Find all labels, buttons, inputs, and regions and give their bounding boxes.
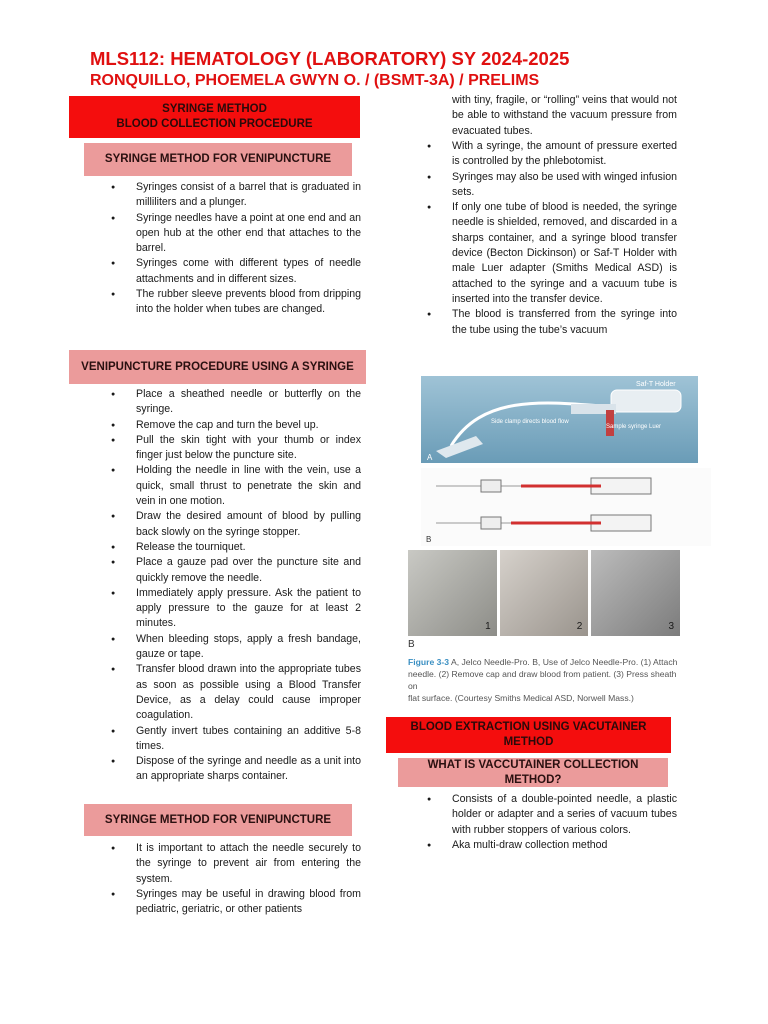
- main-heading-line-2: BLOOD COLLECTION PROCEDURE: [116, 118, 313, 130]
- list-item: ● Transfer blood drawn into the appropriate tubes as soon as possible using a Blood Transfer Device, as a delay could cause improper coagulation.: [111, 662, 361, 723]
- list-item: ● Dispose of the syringe and needle as a unit into an appropriate sharps container.: [111, 754, 361, 785]
- list-item: ● Aka multi-draw collection method: [427, 838, 677, 853]
- list-item: ● It is important to attach the needle securely to the syringe to prevent air from entering the system.: [111, 841, 361, 887]
- section2-heading-text: VENIPUNCTURE PROCEDURE USING A SYRINGE: [81, 360, 354, 373]
- list-item: ● Gently invert tubes containing an additive 5-8 times.: [111, 724, 361, 755]
- list-item: ● Holding the needle in line with the vein, use a quick, small thrust to penetrate the skin and vein in one motion.: [111, 463, 361, 509]
- list-item: ● Syringes consist of a barrel that is graduated in milliliters and a plunger.: [111, 180, 361, 211]
- photo-draw-blood: [500, 550, 589, 636]
- section4-subheading: [398, 758, 668, 787]
- photo-press-sheath: [591, 550, 680, 636]
- main-section-heading: [69, 96, 360, 138]
- continuation-text: with tiny, fragile, or “rolling” veins that would not be able to withstand the vacuum pressure from evacuated tubes.: [452, 94, 677, 137]
- list-item: ● Syringes come with different types of needle attachments and in different sizes.: [111, 256, 361, 287]
- section1-heading-text: SYRINGE METHOD FOR VENIPUNCTURE: [104, 153, 332, 165]
- list-item: ● Place a sheathed needle or butterfly on the syringe.: [111, 387, 361, 418]
- section1-list: [111, 180, 361, 318]
- list-item: ● Place a gauze pad over the puncture site and quickly remove the needle.: [111, 555, 361, 586]
- label-panel-b: B: [426, 535, 432, 544]
- list-item: ● If only one tube of blood is needed, the syringe needle is shielded, removed, and discarded in a sharps container, and a syringe blood transfer device (Becton Dickinson) or Saf-T Holder with male Luer adapter (Smiths Medical ASD) is attached to the syringe and a vacuum tube is inserted into the transfer device.: [427, 200, 677, 307]
- right-list: [427, 139, 677, 338]
- section4-subheading-text: WHAT IS VACCUTAINER COLLECTION METHOD?: [427, 758, 639, 786]
- list-item: ● Pull the skin tight with your thumb or index finger just below the puncture site.: [111, 433, 361, 464]
- list-item: ● Immediately apply pressure. Ask the patient to apply pressure to the gauze for at least 2 minutes.: [111, 586, 361, 632]
- label-panel-a: A: [427, 453, 433, 462]
- label-panel-b-bottom: B: [408, 639, 415, 650]
- label-sample-syringe: Sample syringe Luer: [606, 424, 662, 430]
- photo-number: 3: [668, 621, 675, 632]
- caption-text: A, Jelco Needle-Pro. B, Use of Jelco Needle-Pro. (1) Attach needle. (2) Remove cap and draw blood from patient. (3) Press sheath on flat surface. (Courtesy Smiths Medical ASD, Norwell Mass.): [408, 657, 678, 703]
- section1-heading: [84, 143, 352, 176]
- photo-number: 1: [485, 621, 491, 632]
- list-item: ● Release the tourniquet.: [111, 540, 361, 555]
- document-title: MLS112: HEMATOLOGY (LABORATORY) SY 2024-2025: [90, 48, 570, 69]
- saf-t-holder-illustration: [421, 376, 698, 463]
- photo-attach-needle: [408, 550, 497, 636]
- list-item: ● Remove the cap and turn the bevel up.: [111, 418, 361, 433]
- section4-list: [427, 792, 677, 853]
- photo-saf-t-holder: [421, 376, 698, 463]
- photo-strip: [408, 550, 680, 636]
- list-item: ● Syringes may also be used with winged infusion sets.: [427, 170, 677, 201]
- section2-heading: [69, 350, 366, 384]
- list-item: ● The rubber sleeve prevents blood from dripping into the holder when tubes are changed.: [111, 287, 361, 318]
- section2-list: [111, 387, 361, 785]
- caption-label: Figure 3-3: [408, 657, 450, 667]
- figure-caption: [408, 656, 680, 704]
- list-item: ● The blood is transferred from the syringe into the tube using the tube’s vacuum: [427, 307, 677, 338]
- list-item: ● Consists of a double-pointed needle, a plastic holder or adapter and a series of vacuum tubes with rubber stoppers of various colors.: [427, 792, 677, 838]
- main-heading-line-1: SYRINGE METHOD: [162, 103, 267, 115]
- section3-heading: [84, 804, 352, 836]
- figure-jelco-needle-pro: [408, 372, 680, 703]
- label-side-clamp: Side clamp directs blood flow: [491, 419, 569, 425]
- section3-heading-text: SYRINGE METHOD FOR VENIPUNCTURE: [104, 813, 332, 826]
- syringe-diagram-illustration: [421, 468, 711, 546]
- section4-heading-line-2: METHOD: [503, 736, 554, 748]
- section3-list: [111, 841, 361, 917]
- document-subtitle: RONQUILLO, PHOEMELA GWYN O. / (BSMT-3A) / PRELIMS: [90, 72, 540, 89]
- diagram-syringe-needle: [421, 468, 711, 546]
- list-item: ● Draw the desired amount of blood by pulling back slowly on the syringe stopper.: [111, 509, 361, 540]
- section4-heading-line-1: BLOOD EXTRACTION USING VACUTAINER: [410, 721, 647, 733]
- section4-heading: [386, 717, 671, 753]
- list-item: ● Syringe needles have a point at one end and an open hub at the other end that attaches to the barrel.: [111, 211, 361, 257]
- list-item: ● Syringes may be useful in drawing blood from pediatric, geriatric, or other patients: [111, 887, 361, 918]
- list-item: ● With a syringe, the amount of pressure exerted is controlled by the phlebotomist.: [427, 139, 677, 170]
- photo-number: 2: [576, 621, 583, 632]
- label-saf-t-holder: Saf-T Holder: [636, 381, 676, 388]
- list-item: ● When bleeding stops, apply a fresh bandage, gauze or tape.: [111, 632, 361, 663]
